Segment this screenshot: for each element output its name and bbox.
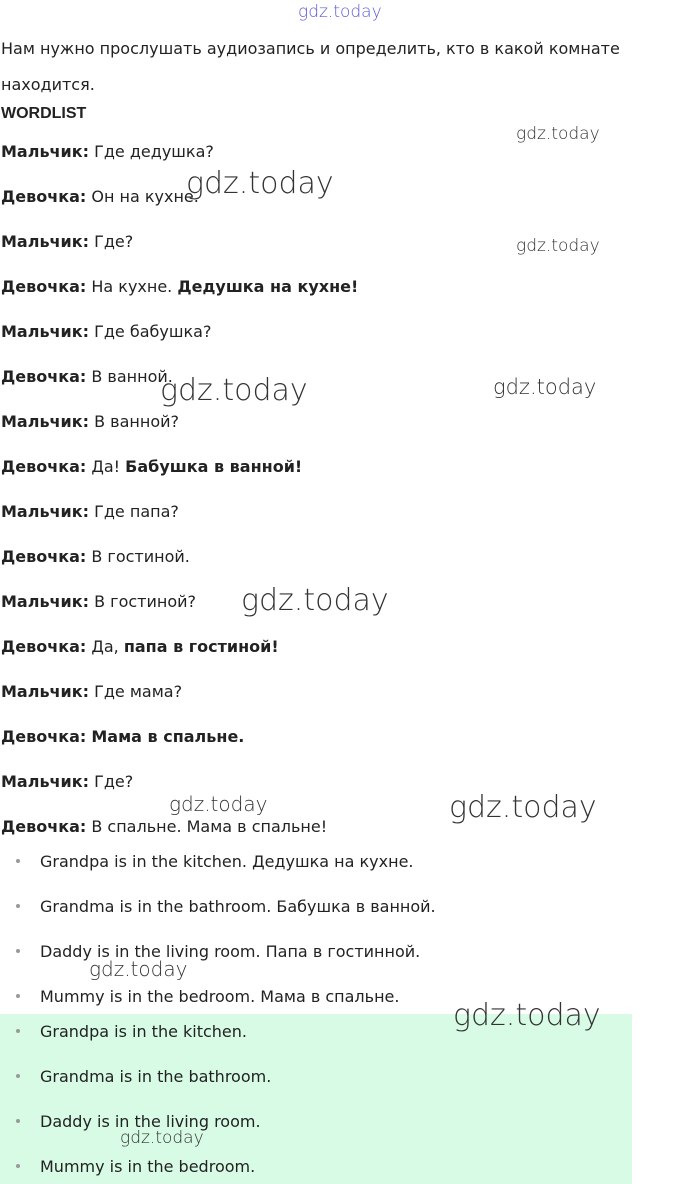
dialogue-line xyxy=(1,277,358,296)
dialogue-emphasis: Бабушка в ванной! xyxy=(125,457,303,476)
dialogue-text: Где мама? xyxy=(89,682,183,701)
dialogue-text: На кухне. xyxy=(86,277,178,296)
dialogue-text: Где папа? xyxy=(89,502,179,521)
watermark: gdz.today xyxy=(453,998,601,1033)
bullet-icon xyxy=(16,994,20,998)
bullet-icon xyxy=(16,1029,20,1033)
dialogue-emphasis: Дедушка на кухне! xyxy=(177,277,359,296)
watermark: gdz.today xyxy=(120,1128,204,1148)
dialogue-text: Где? xyxy=(89,232,134,251)
speaker-label: Девочка: xyxy=(1,547,87,566)
translation-item-text: Mummy is in the bedroom. Мама в спальне. xyxy=(40,987,400,1006)
dialogue-line xyxy=(1,457,302,476)
dialogue-text: Где бабушка? xyxy=(89,322,212,341)
dialogue-line xyxy=(1,367,173,386)
dialogue-text: Да! xyxy=(86,457,126,476)
dialogue-line xyxy=(1,232,133,251)
speaker-label: Девочка: xyxy=(1,367,87,386)
watermark: gdz.today xyxy=(241,583,389,618)
bullet-icon xyxy=(16,904,20,908)
answer-item-text: Grandma is in the bathroom. xyxy=(40,1067,272,1086)
speaker-label: Мальчик: xyxy=(1,772,90,791)
speaker-label: Девочка: xyxy=(1,637,87,656)
dialogue-text: В спальне. Мама в спальне! xyxy=(86,817,328,836)
dialogue-line xyxy=(1,637,279,656)
dialogue-line xyxy=(1,187,199,206)
dialogue-text: Где дедушка? xyxy=(89,142,214,161)
translation-item-text: Grandpa is in the kitchen. Дедушка на кухне. xyxy=(40,852,414,871)
bullet-icon xyxy=(16,1164,20,1168)
speaker-label: Мальчик: xyxy=(1,232,90,251)
dialogue-text: В гостиной? xyxy=(89,592,197,611)
dialogue-line xyxy=(1,412,179,431)
speaker-label: Мальчик: xyxy=(1,322,90,341)
dialogue-line xyxy=(1,592,196,611)
dialogue-line xyxy=(1,322,211,341)
speaker-label: Мальчик: xyxy=(1,142,90,161)
dialogue-emphasis: Мама в спальне. xyxy=(91,727,245,746)
dialogue-text: Где? xyxy=(89,772,134,791)
wordlist-heading: WORDLIST xyxy=(1,105,87,122)
dialogue-emphasis: папа в гостиной! xyxy=(123,637,279,656)
dialogue-text: В ванной. xyxy=(86,367,173,386)
watermark: gdz.today xyxy=(298,2,382,22)
dialogue-line xyxy=(1,772,133,791)
dialogue-text: Он на кухне. xyxy=(86,187,199,206)
speaker-label: Девочка: xyxy=(1,727,87,746)
watermark: gdz.today xyxy=(89,957,188,981)
watermark: gdz.today xyxy=(516,236,600,256)
translation-item-text: Daddy is in the living room. Папа в гостинной. xyxy=(40,942,421,961)
dialogue-line xyxy=(1,142,214,161)
speaker-label: Мальчик: xyxy=(1,412,90,431)
bullet-icon xyxy=(16,859,20,863)
watermark: gdz.today xyxy=(186,166,334,201)
speaker-label: Девочка: xyxy=(1,277,87,296)
speaker-label: Девочка: xyxy=(1,187,87,206)
dialogue-line xyxy=(1,502,179,521)
dialogue-line xyxy=(1,547,190,566)
dialogue-line xyxy=(1,682,182,701)
watermark: gdz.today xyxy=(449,790,597,825)
dialogue-line xyxy=(1,817,327,836)
bullet-icon xyxy=(16,949,20,953)
dialogue-line xyxy=(1,727,244,746)
speaker-label: Мальчик: xyxy=(1,592,90,611)
watermark: gdz.today xyxy=(493,375,597,399)
bullet-icon xyxy=(16,1119,20,1123)
intro-text: Нам нужно прослушать аудиозапись и определить, кто в какой комнате находится. xyxy=(1,39,620,94)
dialogue-text: Да, xyxy=(86,637,124,656)
watermark: gdz.today xyxy=(516,124,600,144)
speaker-label: Девочка: xyxy=(1,817,87,836)
bullet-icon xyxy=(16,1074,20,1078)
speaker-label: Мальчик: xyxy=(1,682,90,701)
dialogue-text: В гостиной. xyxy=(86,547,190,566)
answer-item-text: Grandpa is in the kitchen. xyxy=(40,1022,247,1041)
watermark: gdz.today xyxy=(160,373,308,408)
speaker-label: Девочка: xyxy=(1,457,87,476)
answer-item-text: Daddy is in the living room. xyxy=(40,1112,261,1131)
answer-item-text: Mummy is in the bedroom. xyxy=(40,1157,256,1176)
translation-item-text: Grandma is in the bathroom. Бабушка в ванной. xyxy=(40,897,436,916)
dialogue-text: В ванной? xyxy=(89,412,179,431)
speaker-label: Мальчик: xyxy=(1,502,90,521)
watermark: gdz.today xyxy=(169,792,268,816)
